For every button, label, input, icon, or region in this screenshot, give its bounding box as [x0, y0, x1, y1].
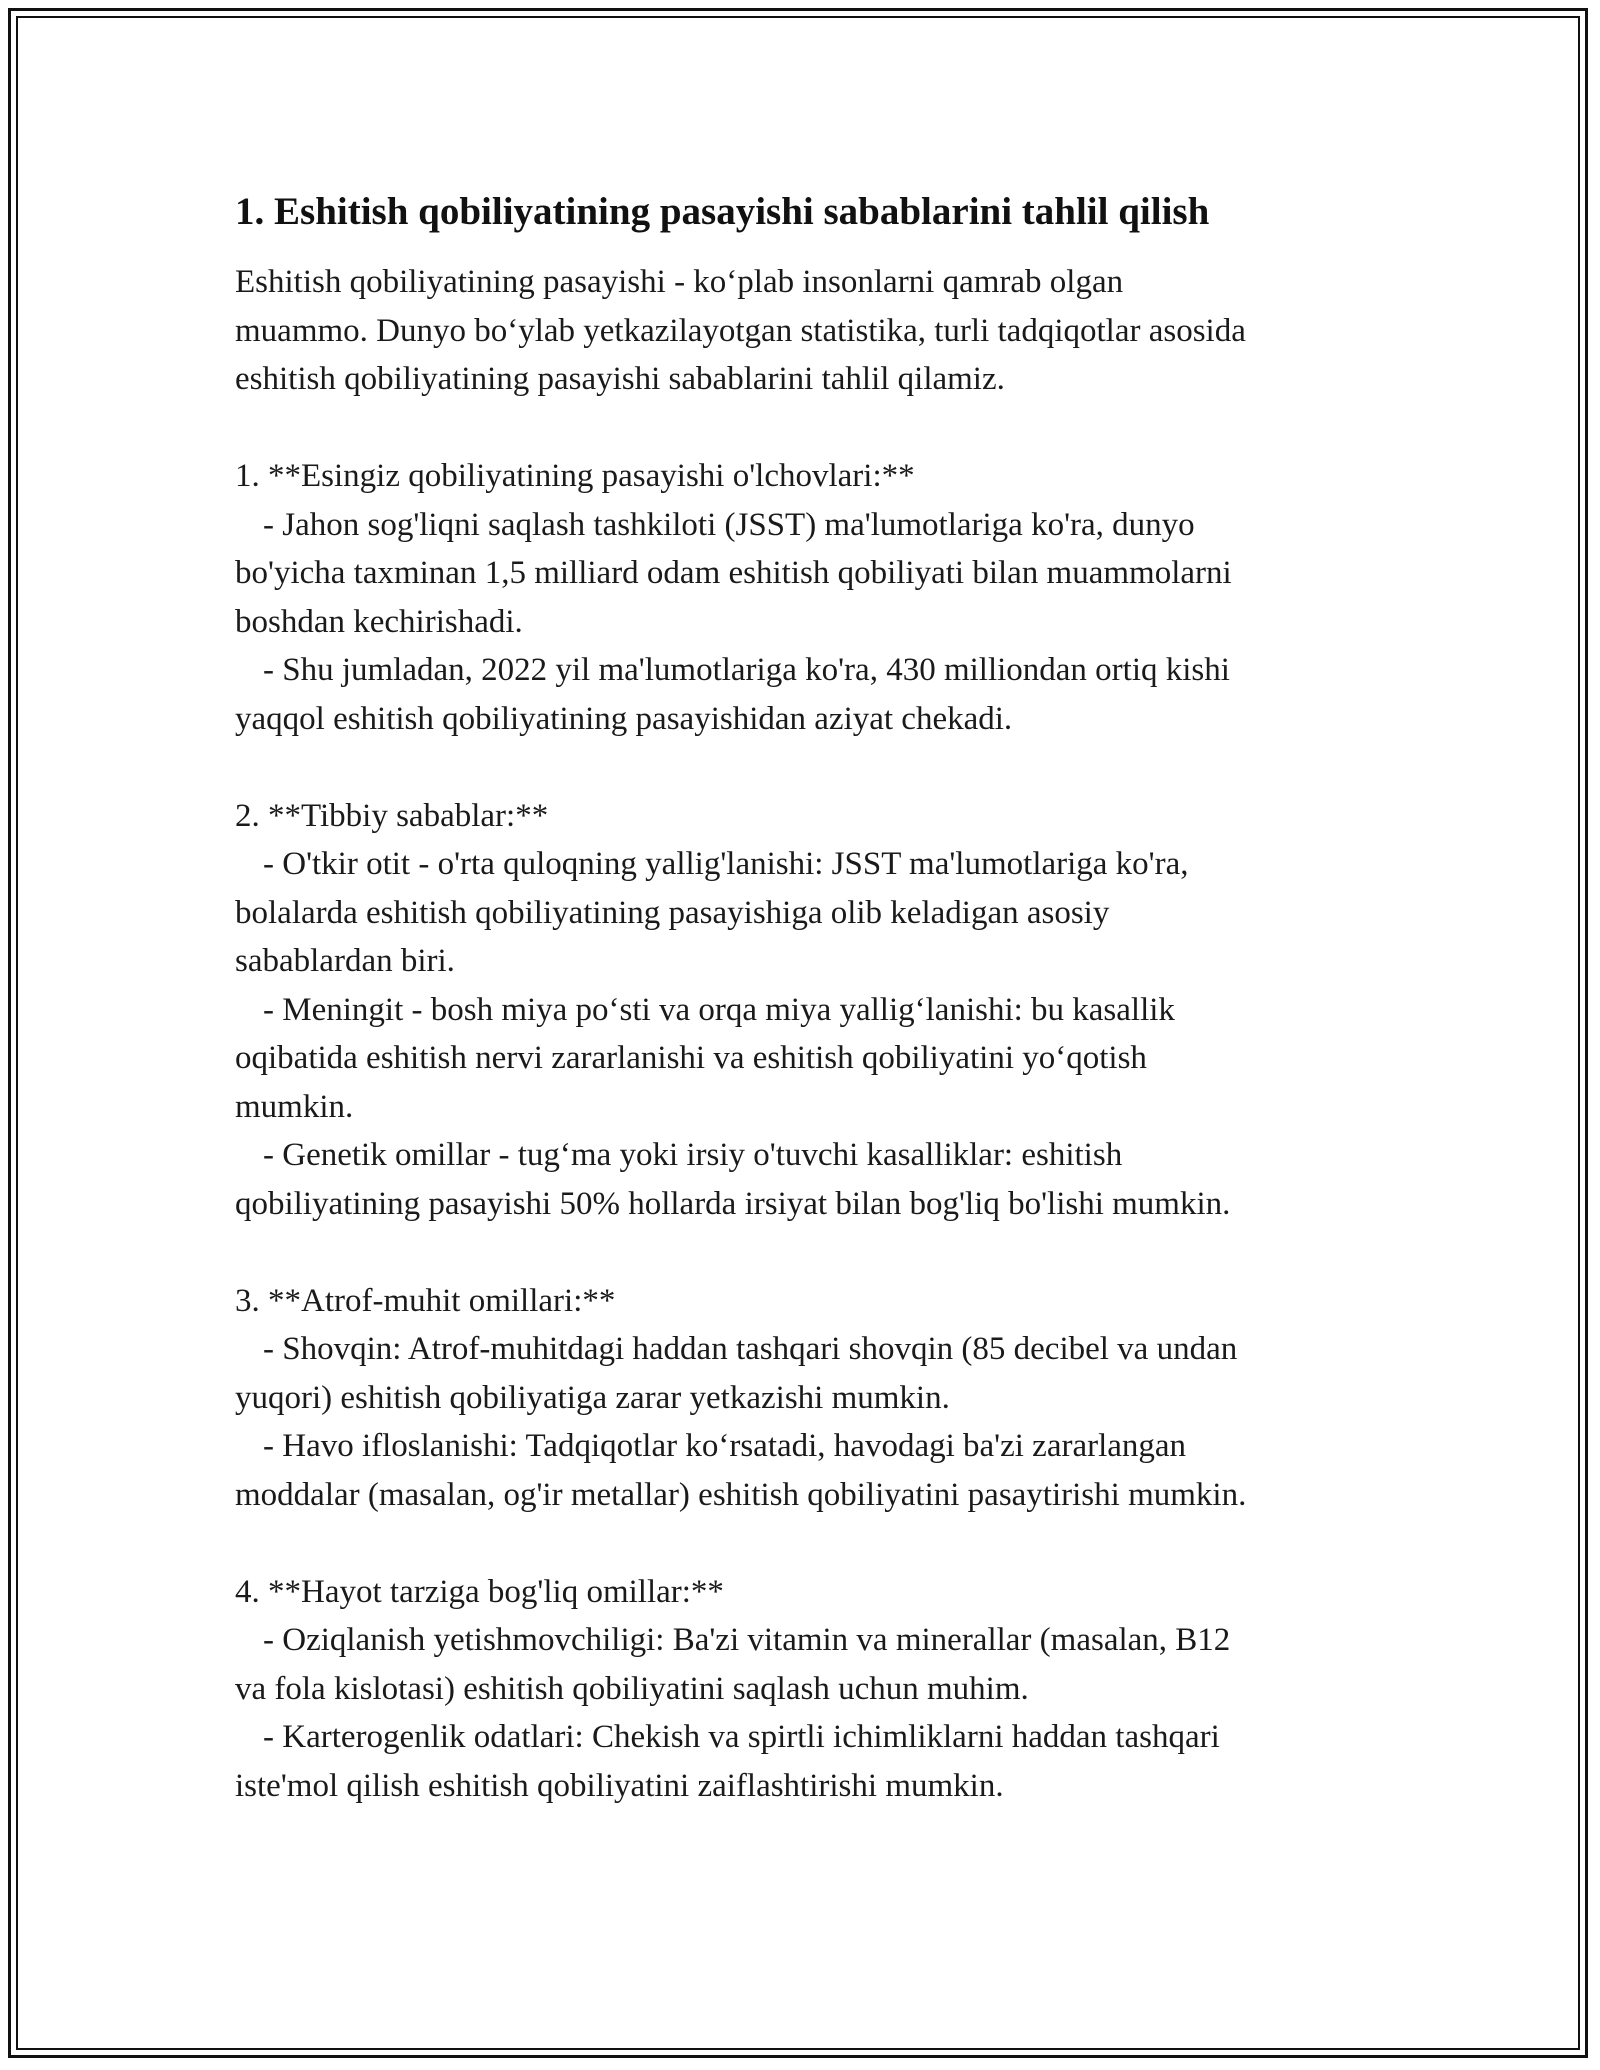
section-heading: 2. **Tibbiy sabablar:**: [235, 797, 549, 834]
document-title: 1. Eshitish qobiliyatining pasayishi sabablarini tahlil qilish: [235, 190, 1210, 233]
intro-line: eshitish qobiliyatining pasayishi sabablarini tahlil qilamiz.: [235, 361, 1005, 397]
bullet-line: [235, 1616, 1385, 1665]
section-environmental-factors: [235, 1277, 1385, 1520]
section-heading: 3. **Atrof-muhit omillari:**: [235, 1282, 616, 1319]
bullet-line: [235, 1713, 1385, 1762]
intro-line: Eshitish qobiliyatining pasayishi - ko‘plab insonlarni qamrab olgan: [235, 264, 1124, 300]
bullet-line: [235, 1422, 1385, 1471]
spacer: [235, 404, 1385, 453]
bullet-line: [235, 1131, 1385, 1180]
continuation-line: oqibatida eshitish nervi zararlanishi va eshitish qobiliyatini yo‘qotish: [235, 1040, 1147, 1076]
bullet-line: [235, 1325, 1385, 1374]
bullet-text: - Oziqlanish yetishmovchiligi: Ba'zi vitamin va minerallar (masalan, B12: [263, 1622, 1231, 1658]
continuation-line: boshdan kechirishadi.: [235, 603, 523, 640]
bullet-text: - Jahon sog'liqni saqlash tashkiloti (JSST) ma'lumotlariga ko'ra, dunyo: [263, 506, 1195, 543]
section-lifestyle-factors: [235, 1568, 1385, 1811]
section-heading: 1. **Esingiz qobiliyatining pasayishi o'lchovlari:**: [235, 458, 915, 494]
bullet-text: - O'tkir otit - o'rta quloqning yallig'lanishi: JSST ma'lumotlariga ko'ra,: [263, 846, 1189, 882]
bullet-text: - Shovqin: Atrof-muhitdagi haddan tashqari shovqin (85 decibel va undan: [263, 1331, 1238, 1367]
spacer: [235, 1519, 1385, 1568]
intro-line: muammo. Dunyo bo‘ylab yetkazilayotgan statistika, turli tadqiqotlar asosida: [235, 312, 1246, 349]
bullet-line: [235, 646, 1385, 695]
bullet-text: - Karterogenlik odatlari: Chekish va spirtli ichimliklarni haddan tashqari: [263, 1719, 1220, 1755]
bullet-line: [235, 501, 1385, 550]
continuation-line: sabablardan biri.: [235, 943, 455, 979]
continuation-line: bolalarda eshitish qobiliyatining pasayishiga olib keladigan asosiy: [235, 894, 1110, 931]
continuation-line: yuqori) eshitish qobiliyatiga zarar yetkazishi mumkin.: [235, 1379, 950, 1416]
document-body: [235, 186, 1385, 1810]
continuation-line: mumkin.: [235, 1088, 354, 1125]
bullet-text: - Shu jumladan, 2022 yil ma'lumotlariga ko'ra, 430 milliondan ortiq kishi: [263, 652, 1230, 688]
section-medical-causes: [235, 792, 1385, 1229]
bullet-text: - Genetik omillar - tug‘ma yoki irsiy o'tuvchi kasalliklar: eshitish: [263, 1137, 1123, 1173]
section-measurements: [235, 452, 1385, 743]
continuation-line: qobiliyatining pasayishi 50% hollarda irsiyat bilan bog'liq bo'lishi mumkin.: [235, 1185, 1231, 1222]
bullet-line: [235, 840, 1385, 889]
continuation-line: va fola kislotasi) eshitish qobiliyatini saqlash uchun muhim.: [235, 1670, 1029, 1707]
continuation-line: bo'yicha taxminan 1,5 milliard odam eshitish qobiliyati bilan muammolarni: [235, 555, 1232, 591]
bullet-text: - Havo ifloslanishi: Tadqiqotlar ko‘rsatadi, havodagi ba'zi zararlangan: [263, 1428, 1187, 1464]
continuation-line: yaqqol eshitish qobiliyatining pasayishidan aziyat chekadi.: [235, 700, 1013, 737]
continuation-line: iste'mol qilish eshitish qobiliyatini zaiflashtirishi mumkin.: [235, 1767, 1004, 1804]
bullet-text: - Meningit - bosh miya po‘sti va orqa miya yallig‘lanishi: bu kasallik: [263, 991, 1175, 1028]
continuation-line: moddalar (masalan, og'ir metallar) eshitish qobiliyatini pasaytirishi mumkin.: [235, 1476, 1247, 1513]
spacer: [235, 743, 1385, 792]
section-heading: 4. **Hayot tarziga bog'liq omillar:**: [235, 1573, 724, 1610]
intro-paragraph: [235, 258, 1385, 404]
bullet-line: [235, 986, 1385, 1035]
spacer: [235, 1228, 1385, 1277]
